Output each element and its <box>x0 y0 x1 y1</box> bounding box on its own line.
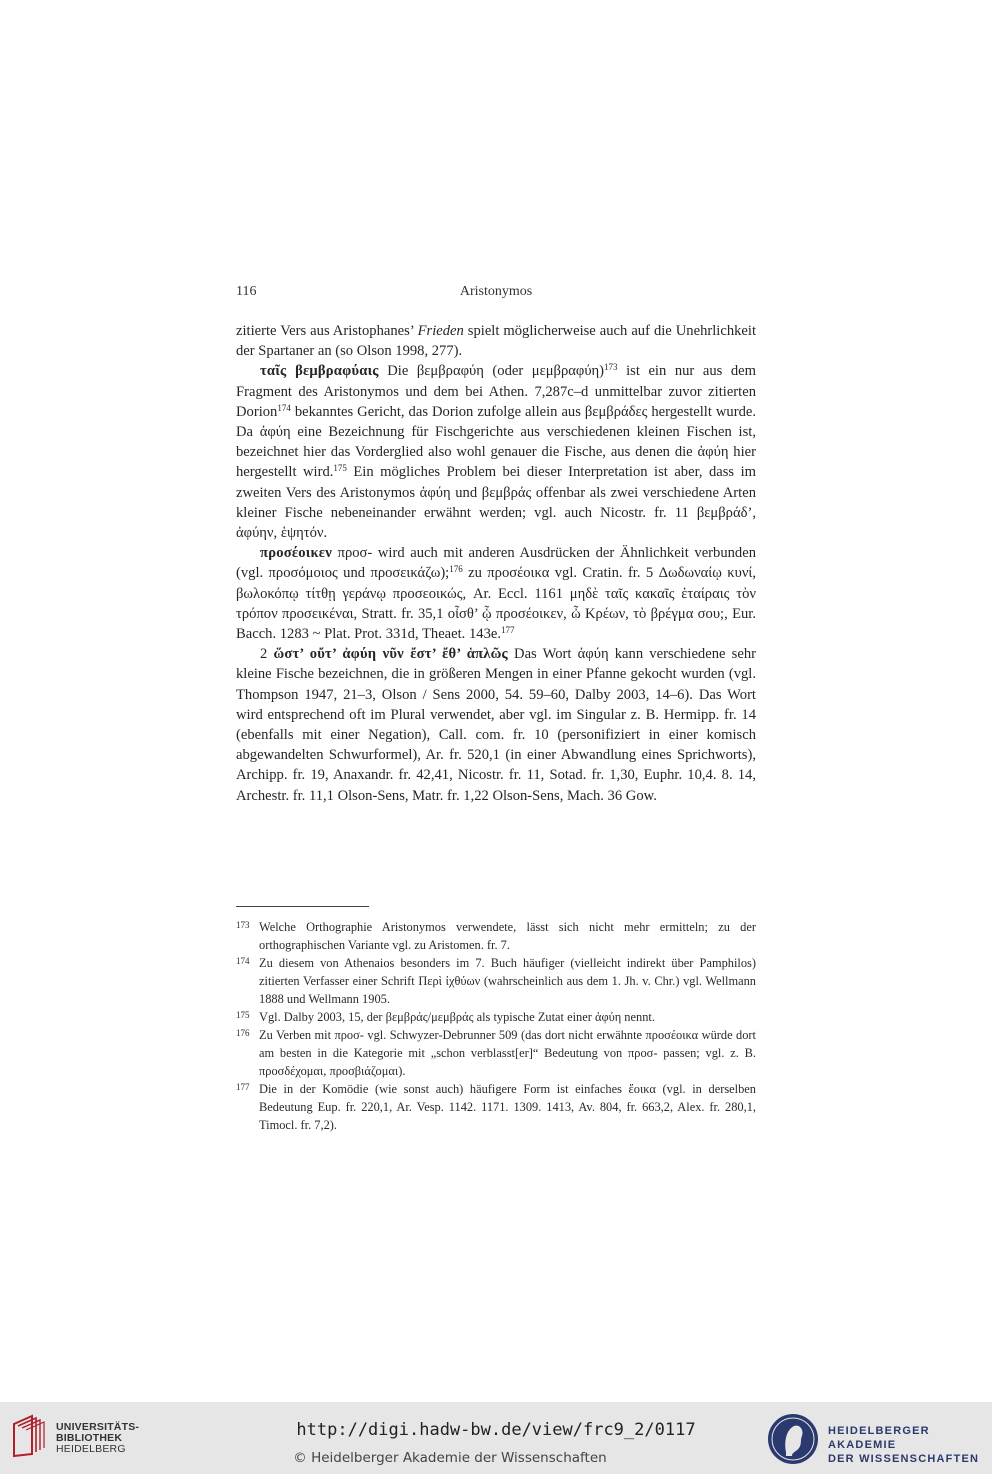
footnote-173 <box>236 918 756 954</box>
footnote-174 <box>236 954 756 1008</box>
running-title: Aristonymos <box>459 284 533 299</box>
academy-name-line-1: HEIDELBERGER AKADEMIE <box>828 1425 930 1451</box>
paragraph-3-text-a: προσ- wird auch mit anderen Ausdrücken der Ähnlichkeit verbunden (vgl. προσόμοιος und προσεικάζω); <box>236 545 756 582</box>
footnote-text: Die in der Komödie (wie sonst auch) häufigere Form ist einfaches ἔοικα (vgl. in derselben Bedeutung Eup. fr. 220,1, Ar. Vesp. 1142. 1171. 1309. 1413, Av. 804, fr. 663,2, Alex. fr. 280,1, Timocl. fr. 7,2). <box>259 1082 756 1132</box>
verse-number: 2 <box>260 646 274 663</box>
footnote-number: 173 <box>236 920 250 930</box>
footnotes <box>236 918 756 1134</box>
paragraph-1-rest: spielt möglicherweise auch auf die Unehrlichkeit der Spartaner an (so Olson 1998, 277). <box>236 323 757 360</box>
paragraph-1-text: zitierte Vers aus Aristophanes’ <box>236 323 418 339</box>
footnote-text: Vgl. Dalby 2003, 15, der βεμβράς/μεμβράς als typische Zutat einer ἀφύη nennt. <box>259 1010 655 1024</box>
footnote-text: Zu diesem von Athenaios besonders im 7. Buch häufiger (vielleicht indirekt über Pamphilos) zitierten Verfasser einer Schrift Περὶ ἰχθύων (wahrscheinlich aus dem 1. Jh. v. Chr.) vgl. Wellmann 1888 und Wellmann 1905. <box>259 956 756 1006</box>
academy-seal-icon[interactable] <box>766 1412 820 1466</box>
copyright-notice: © Heidelberger Akademie der Wissenschaften <box>293 1450 607 1466</box>
footnote-176 <box>236 1026 756 1080</box>
lemma-bembraphyais: ταῖς βεμβραφύαις <box>260 363 379 380</box>
main-text <box>236 321 756 806</box>
viewer-footer <box>0 1402 992 1474</box>
footnote-ref-175[interactable]: 175 <box>333 463 347 474</box>
paragraph-2-text-d: Ein mögliches Problem bei dieser Interpretation ist aber, dass im zweiten Vers des Aristonymos ἀφύη und βεμβράς offenbar als zwei verschiedene Arten kleiner Fische nebeneinander erwähnt werden; vgl. auch Nicostr. fr. 11 βεμβράδ’, ἀφύην, ἑψητόν. <box>236 464 756 542</box>
footnote-number: 175 <box>236 1010 250 1020</box>
permalink-url[interactable]: http://digi.hadw-bw.de/view/frc9_2/0117 <box>296 1420 696 1440</box>
footnote-177 <box>236 1080 756 1134</box>
lemma-proseoiken: προσέοικεν <box>260 545 332 562</box>
library-name-line-1: UNIVERSITÄTS- <box>56 1421 140 1433</box>
paragraph-2-text-c: bekanntes Gericht, das Dorion zufolge allein aus βεμβράδες hergestellt wurde. Da ἀφύη eine Bezeichnung für Fischgerichte aus verschiedenen kleinen Fischen ist, bezeichnet hier das Vorderglied also wohl genauer die Fische, aus denen die ἀφύη hier hergestellt wird. <box>236 403 756 481</box>
footnote-text: Welche Orthographie Aristonymos verwendete, lässt sich nicht mehr ermitteln; zu der orthographischen Variante vgl. zu Aristomen. fr. 7. <box>259 920 756 952</box>
footnote-ref-177[interactable]: 177 <box>501 625 515 636</box>
footnote-rule <box>236 906 369 907</box>
running-head <box>236 284 756 304</box>
paragraph-2-text-a: Die βεμβραφύη (oder μεμβραφύη) <box>378 363 605 380</box>
footnote-175 <box>236 1008 756 1026</box>
footnote-number: 176 <box>236 1028 250 1038</box>
work-title: Frieden <box>417 323 464 339</box>
library-name-line-3: HEIDELBERG <box>56 1443 126 1455</box>
footnote-ref-173[interactable]: 173 <box>604 362 618 373</box>
page-number: 116 <box>236 284 257 299</box>
footnote-text: Zu Verben mit προσ- vgl. Schwyzer-Debrunner 509 (das dort nicht erwähnte προσέοικα würde dort am besten in die Kategorie mit „schon verblasst[er]“ Bedeutung von προσ- passen; vgl. z. B. προσδέχομαι, προσβιάζομαι). <box>259 1028 756 1078</box>
library-name-line-2: BIBLIOTHEK <box>56 1432 123 1444</box>
academy-name[interactable] <box>828 1424 992 1466</box>
academy-name-line-2: DER WISSENSCHAFTEN <box>828 1453 980 1465</box>
footnote-ref-176[interactable]: 176 <box>449 564 463 575</box>
paragraph-4-text: Das Wort ἀφύη kann verschiedene sehr kleine Fische bezeichnen, die in größeren Mengen in einer Pfanne gekocht wurden (vgl. Thompson 1947, 21–3, Olson / Sens 2000, 54. 59–60, Dalby 2003, 14–6). Das Wort wird entsprechend oft im Plural verwendet, aber vgl. im Singular z. B. Hermipp. fr. 14 (ebenfalls mit einer Negation), Call. com. fr. 10 (personifiziert in einer komisch abgewandelten Schwurformel), Ar. fr. 520,1 (in einer Abwandlung eines Sprichworts), Archipp. fr. 19, Anaxandr. fr. 42,41, Nicostr. fr. 11, Sotad. fr. 1,30, Euphr. 10,4. 8. 14, Archestr. fr. 11,1 Olson-Sens, Matr. fr. 1,22 Olson-Sens, Mach. 36 Gow. <box>236 646 756 804</box>
footnote-number: 174 <box>236 956 250 966</box>
footnote-ref-174[interactable]: 174 <box>277 402 291 413</box>
paragraph-1 <box>236 321 756 361</box>
paragraph-3-text-b: zu προσέοικα vgl. Cratin. fr. 5 Δωδωναίῳ κυνί, βωλοκόπῳ τίτθῃ γεράνῳ προσεοικώς, Ar. Eccl. 1161 μηδὲ ταῖς κακαῖς ἑταίραις τὸν τρόπον προσεικέναι, Stratt. fr. 35,1 οἶσθ’ ᾧ προσέοικεν, ὦ Κρέων, τὸ βρέγμα σου;, Eur. Bacch. 1283 ~ Plat. Prot. 331d, Theaet. 143e. <box>236 565 756 643</box>
lemma-verse-2: ὥστ’ οὔτ’ ἀφύη νῦν ἔστ’ ἔθ’ ἁπλῶς <box>273 646 508 663</box>
paragraph-3 <box>236 543 756 644</box>
paragraph-4 <box>236 644 756 806</box>
footnote-number: 177 <box>236 1082 250 1092</box>
paragraph-2-text-b: ist ein nur aus dem Fragment des Aristonymos und dem bei Athen. 7,287c–d unmittelbar zuvor zitierten Dorion <box>236 363 756 420</box>
paragraph-2 <box>236 361 756 543</box>
